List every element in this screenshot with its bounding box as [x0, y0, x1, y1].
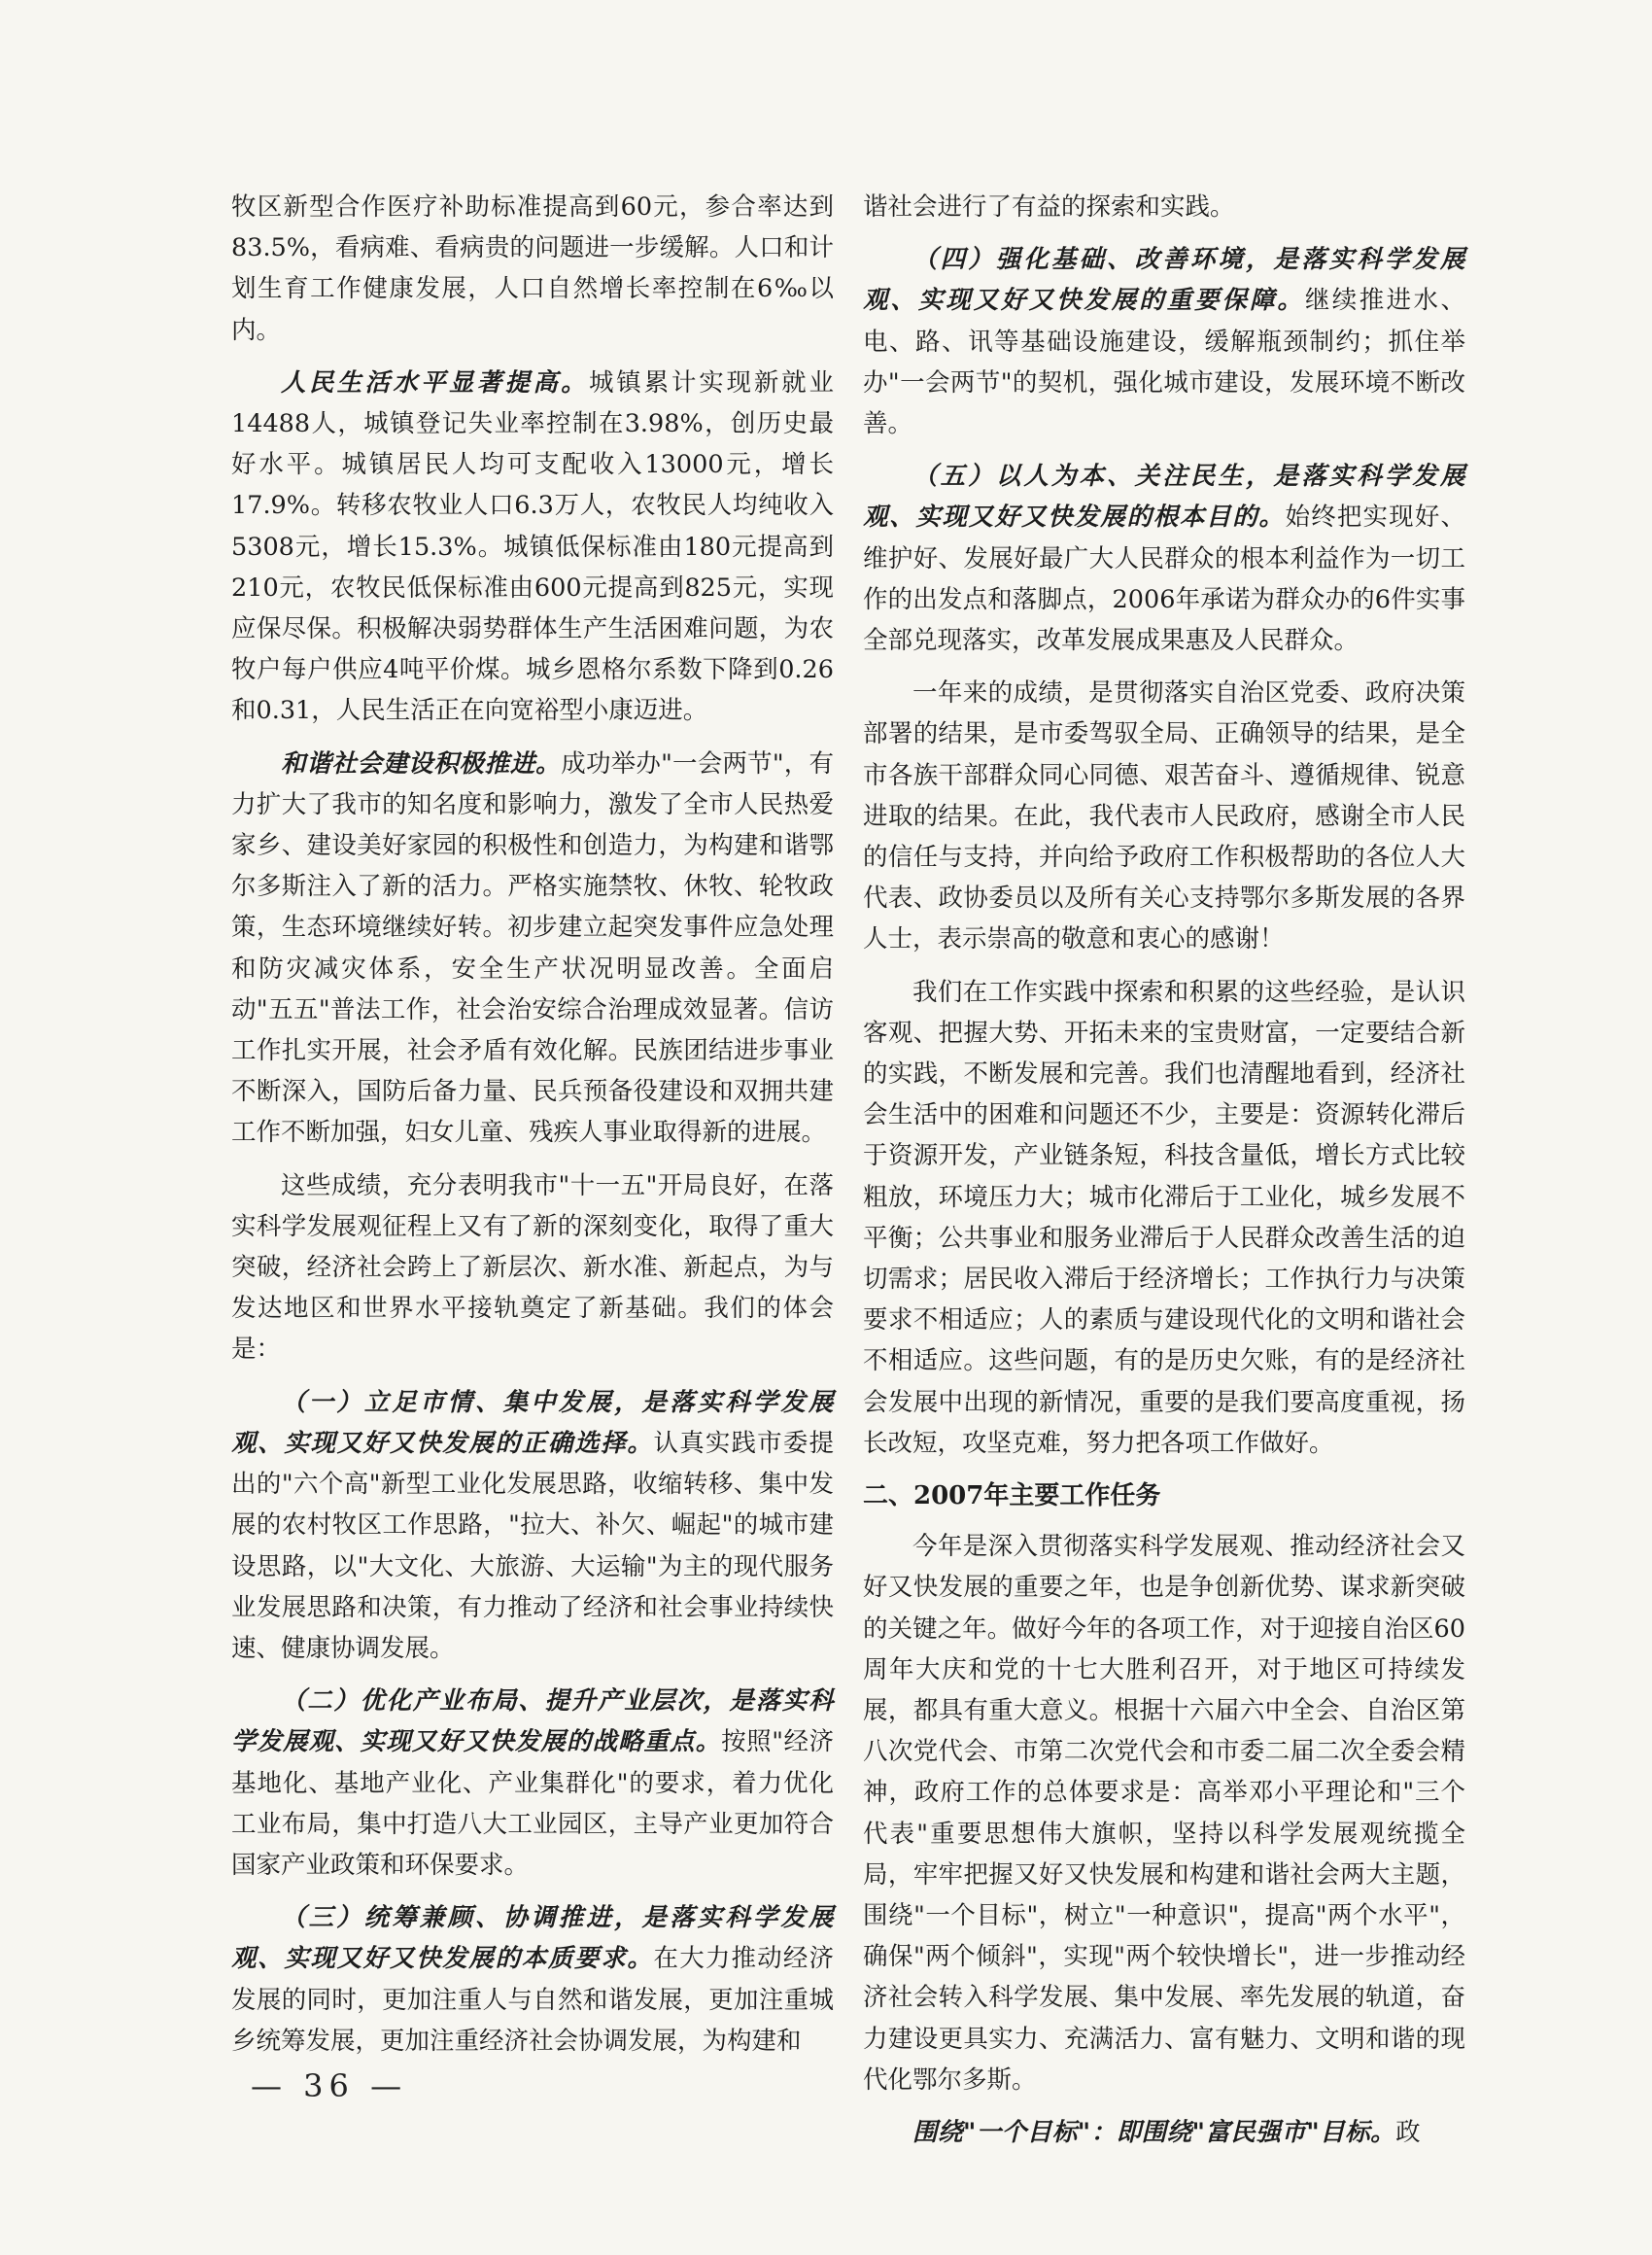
paragraph	[231, 363, 834, 732]
paragraph: 这些成绩，充分表明我市"十一五"开局良好，在落实科学发展观征程上又有了新的深刻变化，取得了重大突破，经济社会跨上了新层次、新水准、新起点，为与发达地区和世界水平接轨奠定了新基础。我们的体会是：	[231, 1170, 834, 1365]
paragraph-body: 始终把实现好、维护好、发展好最广大人民群众的根本利益作为一切工作的出发点和落脚点，2006年承诺为群众办的6件实事全部兑现落实，改革发展成果惠及人民群众。	[863, 503, 1465, 656]
right-column	[863, 187, 1465, 2165]
paragraph-lead: （二）优化产业布局、提升产业层次，是落实科学发展观、实现又好又快发展的战略重点。	[231, 1686, 834, 1757]
paragraph-body: 按照"经济基地化、基地产业化、产业集群化"的要求，着力优化工业布局，集中打造八大工业园区，主导产业更加符合国家产业政策和环保要求。	[231, 1727, 834, 1880]
paragraph-body: 继续推进水、电、路、讯等基础设施建设，缓解瓶颈制约；抓住举办"一会两节"的契机，强化城市建设，发展环境不断改善。	[863, 286, 1465, 439]
paragraph-body: 政	[1395, 2117, 1421, 2147]
paragraph	[231, 1382, 834, 1669]
left-column	[231, 187, 834, 2073]
paragraph: 牧区新型合作医疗补助标准提高到60元，参合率达到83.5%，看病难、看病贵的问题进一步缓解。人口和计划生育工作健康发展，人口自然增长率控制在6‰以内。	[231, 192, 834, 345]
paragraph: 一年来的成绩，是贯彻落实自治区党委、政府决策部署的结果，是市委驾驭全局、正确领导的结果，是全市各族干部群众同心同德、艰苦奋斗、遵循规律、锐意进取的结果。在此，我代表市人民政府，感谢全市人民的信任与支持，并向给予政府工作积极帮助的各位人大代表、政协委员以及所有关心支持鄂尔多斯发展的各界人士，表示崇高的敬意和衷心的感谢！	[863, 678, 1465, 954]
paragraph-body: 成功举办"一会两节"，有力扩大了我市的知名度和影响力，激发了全市人民热爱家乡、建设美好家园的积极性和创造力，为构建和谐鄂尔多斯注入了新的活力。严格实施禁牧、休牧、轮牧政策，生态环境继续好转。初步建立起突发事件应急处理和防灾减灾体系，安全生产状况明显改善。全面启动"五五"普法工作，社会治安综合治理成效显著。信访工作扎实开展，社会矛盾有效化解。民族团结进步事业不断深入，国防后备力量、民兵预备役建设和双拥共建工作不断加强，妇女儿童、残疾人事业取得新的进展。	[231, 748, 834, 1148]
paragraph-lead: （一）立足市情、集中发展，是落实科学发展观、实现又好又快发展的正确选择。	[231, 1387, 834, 1458]
paragraph: 谐社会进行了有益的探索和实践。	[863, 192, 1235, 222]
paragraph-lead: 和谐社会建设积极推进。	[281, 748, 562, 779]
paragraph-lead: 人民生活水平显著提高。	[281, 367, 589, 398]
paragraph-body: 在大力推动经济发展的同时，更加注重人与自然和谐发展，更加注重城乡统筹发展，更加注重经济社会协调发展，为构建和	[231, 1944, 834, 2056]
section-heading: 二、2007年主要工作任务	[863, 1481, 1161, 1511]
paragraph	[863, 239, 1465, 444]
paragraph	[231, 1681, 834, 1886]
paragraph	[231, 1897, 834, 2062]
paragraph	[863, 2112, 1465, 2153]
paragraph: 今年是深入贯彻落实科学发展观、推动经济社会又好又快发展的重要之年，也是争创新优势、谋求新突破的关键之年。做好今年的各项工作，对于迎接自治区60周年大庆和党的十七大胜利召开，对于地区可持续发展，都具有重大意义。根据十六届六中全会、自治区第八次党代会、市第二次党代会和市委二届二次全委会精神，政府工作的总体要求是：高举邓小平理论和"三个代表"重要思想伟大旗帜，坚持以科学发展观统揽全局，牢牢把握又好又快发展和构建和谐社会两大主题，围绕"一个目标"，树立"一种意识"，提高"两个水平"，确保"两个倾斜"，实现"两个较快增长"，进一步推动经济社会转入科学发展、集中发展、率先发展的轨道，奋力建设更具实力、充满活力、富有魅力、文明和谐的现代化鄂尔多斯。	[863, 1532, 1465, 2095]
paragraph-lead: （三）统筹兼顾、协调推进，是落实科学发展观、实现又好又快发展的本质要求。	[231, 1903, 834, 1974]
paragraph-lead: 围绕"一个目标"：即围绕"富民强市"目标。	[912, 2117, 1396, 2147]
page-number: — 36 —	[251, 2067, 408, 2104]
paragraph-body: 城镇累计实现新就业14488人，城镇登记失业率控制在3.98%，创历史最好水平。城镇居民人均可支配收入13000元，增长17.9%。转移农牧业人口6.3万人，农牧民人均纯收入5308元，增长15.3%。城镇低保标准由180元提高到210元，农牧民低保标准由600元提高到825元，实现应保尽保。积极解决弱势群体生产生活困难问题，为农牧户每户供应4吨平价煤。城乡恩格尔系数下降到0.26和0.31，人民生活正在向宽裕型小康迈进。	[231, 367, 834, 726]
paragraph-body: 认真实践市委提出的"六个高"新型工业化发展思路，收缩转移、集中发展的农村牧区工作思路，"拉大、补欠、崛起"的城市建设思路，以"大文化、大旅游、大运输"为主的现代服务业发展思路和决策，有力推动了经济和社会事业持续快速、健康协调发展。	[231, 1428, 834, 1663]
paragraph: 我们在工作实践中探索和积累的这些经验，是认识客观、把握大势、开拓未来的宝贵财富，一定要结合新的实践，不断发展和完善。我们也清醒地看到，经济社会生活中的困难和问题还不少，主要是：资源转化滞后于资源开发，产业链条短，科技含量低，增长方式比较粗放，环境压力大；城市化滞后于工业化，城乡发展不平衡；公共事业和服务业滞后于人民群众改善生活的迫切需求；居民收入滞后于经济增长；工作执行力与决策要求不相适应；人的素质与建设现代化的文明和谐社会不相适应。这些问题，有的是历史欠账，有的是经济社会发展中出现的新情况，重要的是我们要高度重视，扬长改短，攻坚克难，努力把各项工作做好。	[863, 977, 1465, 1458]
paragraph-lead: （四）强化基础、改善环境，是落实科学发展观、实现又好又快发展的重要保障。	[863, 245, 1465, 316]
paragraph	[863, 456, 1465, 661]
paragraph-lead: （五）以人为本、关注民生，是落实科学发展观、实现又好又快发展的根本目的。	[863, 462, 1465, 533]
paragraph	[231, 744, 834, 1154]
